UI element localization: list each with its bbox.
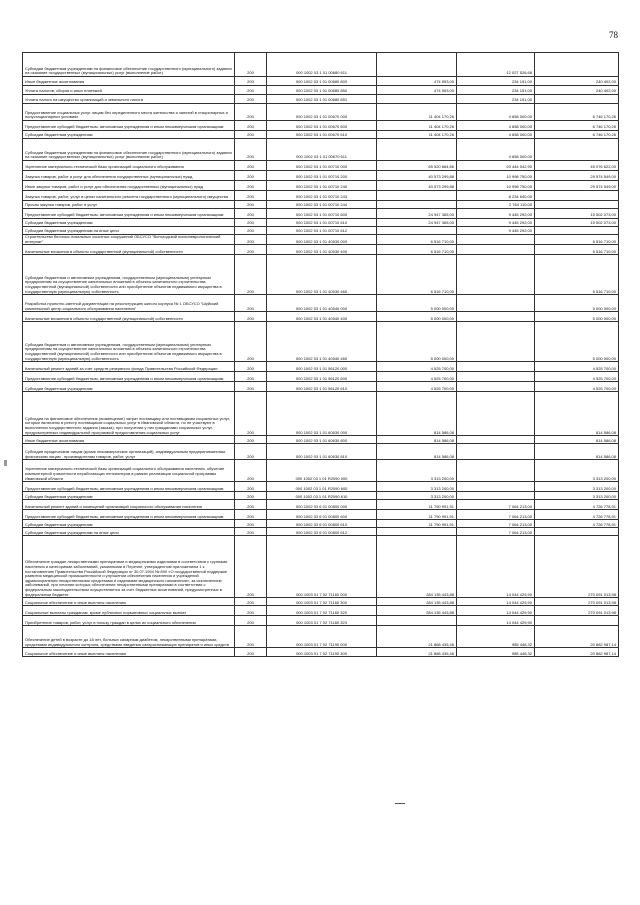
cell-d xyxy=(535,191,619,201)
table-row xyxy=(23,121,619,131)
cell-k: 000 1002 03 1 01 00680 611 xyxy=(267,53,377,77)
cell-a xyxy=(377,139,457,161)
cell-b xyxy=(457,444,535,460)
cell-k: 000 1002 03 1 01 00710 000 xyxy=(267,161,377,171)
cell-a xyxy=(377,53,457,77)
cell-c: 200 xyxy=(235,528,267,536)
cell-k: 000 1002 03 1 01 00680 850 xyxy=(267,86,377,95)
cell-d: 6 516 710,00 xyxy=(535,235,619,245)
cell-n: Социальное обеспечение и иные выплаты населению xyxy=(23,648,235,657)
cell-a xyxy=(377,227,457,235)
cell-n: Социальное обеспечение и иные выплаты населению xyxy=(23,598,235,606)
cell-b: 2 764 110,00 xyxy=(457,201,535,209)
table-row xyxy=(23,500,619,510)
table-row xyxy=(23,139,619,161)
cell-c: 200 xyxy=(235,161,267,171)
cell-c: 200 xyxy=(235,382,267,392)
cell-c: 200 xyxy=(235,104,267,121)
cell-b: 4 658 000,00 xyxy=(457,131,535,139)
cell-k: 000 1002 03 1 01 00670 000 xyxy=(267,104,377,121)
table-row xyxy=(23,392,619,436)
table-row xyxy=(23,598,619,606)
cell-c: 200 xyxy=(235,77,267,86)
cell-d: 20 882 987,14 xyxy=(535,648,619,657)
cell-a: 284 135 443,88 xyxy=(377,598,457,606)
cell-a: 11 790 991,91 xyxy=(377,510,457,520)
table-row xyxy=(23,255,619,295)
cell-c: 200 xyxy=(235,295,267,312)
cell-b: 4 658 000,00 xyxy=(457,104,535,121)
cell-c: 200 xyxy=(235,536,267,598)
cell-k: 000 1002 03 1 01 00680 851 xyxy=(267,95,377,104)
table-row xyxy=(23,219,619,227)
cell-k: 000 1002 03 1 01 00680 800 xyxy=(267,77,377,86)
cell-k: 000 1002 03 6 01 00800 612 xyxy=(267,528,377,536)
cell-k: 000 1002 03 1 01 00670 610 xyxy=(267,131,377,139)
cell-d: 6 746 170,26 xyxy=(535,121,619,131)
cell-n: Предоставление субсидий бюджетным, автономным учреждениям и иным некоммерческим организациям xyxy=(23,510,235,520)
cell-n: Укрепление материально-технической базы организаций социального обслуживания населения, обучение компьютерной грамотности неработающих пенсионеров в рамках реализации социальной программы Ивановской области xyxy=(23,460,235,482)
cell-n: Субсидии на финансовое обеспечение (возмещение) затрат поставщику или поставщикам социальных услуг, которые включены в реестр поставщиков социальных услуг в Ивановской области, но не участвуют в выполнении государственного задания (заказа), при получении у них гражданами социальных услуг, предусмотренных индивидуальной программой предоставления социальных услуг xyxy=(23,392,235,436)
cell-d: 6 516 710,00 xyxy=(535,255,619,295)
table-row xyxy=(23,482,619,492)
cell-d: 6 516 710,00 xyxy=(535,245,619,255)
cell-c: 200 xyxy=(235,606,267,616)
table-row xyxy=(23,161,619,171)
cell-d: 29 574 549,00 xyxy=(535,171,619,181)
cell-d: 814 586,08 xyxy=(535,392,619,436)
cell-d: 270 091 013,98 xyxy=(535,606,619,616)
cell-n: Субсидии бюджетным учреждениям на иные цели xyxy=(23,528,235,536)
table-row xyxy=(23,209,619,219)
cell-n: Субсидии бюджетным учреждениям xyxy=(23,219,235,227)
cell-a: 6 516 710,00 xyxy=(377,245,457,255)
cell-k: 000 1002 03 6 01 00800 600 xyxy=(267,510,377,520)
cell-k: 000 1002 03 1 01 60630 000 xyxy=(267,392,377,436)
cell-a: 3 313 200,00 xyxy=(377,492,457,500)
cell-d: 270 091 013,98 xyxy=(535,598,619,606)
cell-a: 5 000 000,00 xyxy=(377,322,457,362)
cell-c: 200 xyxy=(235,95,267,104)
cell-c: 200 xyxy=(235,444,267,460)
table-row xyxy=(23,436,619,444)
cell-c: 200 xyxy=(235,492,267,500)
cell-c: 200 xyxy=(235,436,267,444)
table-row xyxy=(23,510,619,520)
table-row xyxy=(23,53,619,77)
cell-n: Иные закупки товаров, работ и услуг для обеспечения государственных (муниципальных) нужд xyxy=(23,181,235,191)
cell-c: 200 xyxy=(235,500,267,510)
cell-k: 000 1002 03 1 01 R2090 000 xyxy=(267,460,377,482)
cell-k: 000 1002 03 1 01 40540 400 xyxy=(267,312,377,322)
cell-a: 4 525 700,00 xyxy=(377,382,457,392)
table-row xyxy=(23,131,619,139)
cell-n: Предоставление субсидий бюджетным, автономным учреждениям и иным некоммерческим организациям xyxy=(23,121,235,131)
cell-c: 200 xyxy=(235,245,267,255)
cell-d: 240 402,00 xyxy=(535,77,619,86)
cell-k: 000 1002 03 1 01 00710 610 xyxy=(267,219,377,227)
table-row xyxy=(23,606,619,616)
cell-d xyxy=(535,95,619,104)
cell-b: 4 658 000,00 xyxy=(457,139,535,161)
cell-n: Субсидии бюджетным учреждениям на иные цели xyxy=(23,227,235,235)
cell-n: Субсидии бюджетным учреждениям на финансовое обеспечение государственного (муниципального) задания на оказание государственных (муниципальных) услуг (выполнение работ) xyxy=(23,139,235,161)
table-row xyxy=(23,227,619,235)
cell-k: 000 1002 03 1 01 56120 600 xyxy=(267,372,377,382)
table-row xyxy=(23,181,619,191)
table-row xyxy=(23,322,619,362)
cell-a: 5 000 000,00 xyxy=(377,312,457,322)
cell-n: Уплата налогов, сборов и иных платежей xyxy=(23,86,235,95)
table-row xyxy=(23,460,619,482)
cell-n: Субсидии бюджетным и автономным учреждениям, государственным (муниципальным) унитарным предприятиям на осуществление капитальных вложений в объекты капитального строительства государственной (муниципальной) собственности или приобретение объектов недвижимого имущества в государственную (муниципальную) собственность xyxy=(23,322,235,362)
cell-n: Разработка проектно-сметной документации на реконструкцию жилого корпуса № 1 ОБСУСО "Шуйский комплексный центр социального обслуживания населения" xyxy=(23,295,235,312)
cell-a: 284 135 443,88 xyxy=(377,536,457,598)
cell-a: 24 947 365,00 xyxy=(377,209,457,219)
cell-a: 21 868 435,46 xyxy=(377,648,457,657)
cell-c: 200 xyxy=(235,171,267,181)
cell-n: Капитальные вложения в объекты государственной (муниципальной) собственности xyxy=(23,245,235,255)
cell-b: 234 151,00 xyxy=(457,95,535,104)
cell-d: 240 402,00 xyxy=(535,86,619,95)
table-row xyxy=(23,295,619,312)
cell-d: 5 000 000,00 xyxy=(535,312,619,322)
cell-d: 4 525 700,00 xyxy=(535,382,619,392)
cell-b xyxy=(457,245,535,255)
cell-k: 000 1003 01 7 02 71160 320 xyxy=(267,606,377,616)
table-row xyxy=(23,201,619,209)
cell-d xyxy=(535,201,619,209)
budget-table xyxy=(22,52,619,657)
cell-a: 4 525 700,00 xyxy=(377,362,457,372)
cell-b: 8 234 640,00 xyxy=(457,191,535,201)
cell-k: 000 1002 03 1 01 40540 460 xyxy=(267,322,377,362)
cell-b: 985 448,32 xyxy=(457,626,535,648)
cell-b: 9 445 292,00 xyxy=(457,227,535,235)
cell-n: Приобретение товаров, работ, услуг в пользу граждан в целях их социального обеспечения xyxy=(23,616,235,626)
cell-n: Субсидии бюджетным и автономным учреждениям, государственным (муниципальным) унитарным предприятиям на осуществление капитальных вложений в объекты капитального строительства государственной (муниципальной) собственности или приобретение объектов недвижимого имущества в государственную (муниципальную) собственность xyxy=(23,255,235,295)
cell-b xyxy=(457,372,535,382)
cell-c: 200 xyxy=(235,139,267,161)
cell-b: 234 151,00 xyxy=(457,86,535,95)
cell-d: 45 076 622,00 xyxy=(535,161,619,171)
table-row xyxy=(23,312,619,322)
cell-k: 000 1002 03 1 01 R2090 610 xyxy=(267,492,377,500)
cell-k: 000 1002 03 1 01 40530 400 xyxy=(267,245,377,255)
cell-c: 200 xyxy=(235,209,267,219)
cell-a: 40 573 299,88 xyxy=(377,181,457,191)
cell-d: 20 882 987,14 xyxy=(535,626,619,648)
cell-a xyxy=(377,616,457,626)
page-number: 78 xyxy=(609,30,618,40)
cell-k: 000 1002 03 1 01 R2090 600 xyxy=(267,482,377,492)
cell-b xyxy=(457,322,535,362)
cell-d: 4 525 700,00 xyxy=(535,362,619,372)
cell-n: Субсидии бюджетным учреждениям xyxy=(23,492,235,500)
cell-k: 000 1002 03 1 01 56120 610 xyxy=(267,382,377,392)
cell-a: 4 525 700,00 xyxy=(377,372,457,382)
cell-n: Капитальный ремонт зданий за счет средств резервного фонда Правительства Российской Федерации xyxy=(23,362,235,372)
cell-k: 000 1002 03 1 01 00710 243 xyxy=(267,191,377,201)
cell-k: 000 1003 01 7 02 71160 300 xyxy=(267,598,377,606)
cell-d: 15 502 073,00 xyxy=(535,219,619,227)
cell-b xyxy=(457,392,535,436)
cell-d: 4 726 778,91 xyxy=(535,520,619,528)
cell-n: Предоставление субсидий бюджетным, автономным учреждениям и иным некоммерческим организациям xyxy=(23,209,235,219)
cell-n: Субсидии бюджетным учреждениям xyxy=(23,131,235,139)
cell-k: 000 1002 03 1 01 00710 200 xyxy=(267,171,377,181)
cell-b xyxy=(457,482,535,492)
table-row xyxy=(23,191,619,201)
cell-n: Закупка товаров, работ, услуг в целях капитального ремонта государственного (муниципального) имущества xyxy=(23,191,235,201)
cell-k: 000 1002 03 1 01 00710 600 xyxy=(267,209,377,219)
cell-c: 200 xyxy=(235,626,267,648)
cell-c: 200 xyxy=(235,372,267,382)
cell-a xyxy=(377,528,457,536)
cell-a: 11 404 170,26 xyxy=(377,104,457,121)
cell-c: 200 xyxy=(235,181,267,191)
cell-k: 000 1003 01 7 02 71160 000 xyxy=(267,536,377,598)
cell-n: Строительство блочных локальных очистных сооружений ОБСУСО "Вологодский психоневрологический интернат" xyxy=(23,235,235,245)
cell-k: 000 1002 03 1 01 40540 000 xyxy=(267,295,377,312)
cell-c: 200 xyxy=(235,121,267,131)
cell-n: Предоставление социальных услуг лицам без определенного места жительства и занятий в стационарных и полустационарных условиях xyxy=(23,104,235,121)
scan-edge-mark xyxy=(4,460,7,466)
cell-c: 200 xyxy=(235,191,267,201)
table-row xyxy=(23,86,619,95)
cell-k: 000 1002 03 1 01 60630 800 xyxy=(267,436,377,444)
cell-k: 000 1002 03 1 01 40530 000 xyxy=(267,235,377,245)
cell-d: 6 746 170,26 xyxy=(535,104,619,121)
cell-b: 7 064 213,00 xyxy=(457,520,535,528)
cell-b: 985 448,32 xyxy=(457,648,535,657)
table-row xyxy=(23,492,619,500)
cell-a: 3 313 200,00 xyxy=(377,460,457,482)
cell-a: 814 586,08 xyxy=(377,444,457,460)
cell-c: 200 xyxy=(235,312,267,322)
cell-d: 29 574 549,00 xyxy=(535,181,619,191)
cell-n: Субсидии бюджетным учреждениям xyxy=(23,520,235,528)
cell-c: 200 xyxy=(235,53,267,77)
cell-d xyxy=(535,528,619,536)
cell-b: 9 445 292,00 xyxy=(457,219,535,227)
cell-c: 200 xyxy=(235,616,267,626)
cell-k: 000 1002 03 1 01 00710 240 xyxy=(267,181,377,191)
cell-d: 3 313 200,00 xyxy=(535,482,619,492)
cell-k: 000 1003 01 7 02 71190 300 xyxy=(267,648,377,657)
cell-b: 14 044 429,90 xyxy=(457,616,535,626)
cell-d: 814 586,08 xyxy=(535,444,619,460)
cell-c: 200 xyxy=(235,520,267,528)
cell-b: 14 044 429,90 xyxy=(457,598,535,606)
cell-b xyxy=(457,460,535,482)
cell-a: 3 313 200,00 xyxy=(377,482,457,492)
cell-b xyxy=(457,235,535,245)
cell-c: 200 xyxy=(235,219,267,227)
table-row xyxy=(23,520,619,528)
cell-n: Капитальные вложения в объекты государственной (муниципальной) собственности xyxy=(23,312,235,322)
cell-a: 24 947 365,00 xyxy=(377,219,457,227)
cell-k: 000 1003 01 7 02 71190 000 xyxy=(267,626,377,648)
cell-b: 14 044 429,90 xyxy=(457,606,535,616)
cell-b xyxy=(457,295,535,312)
cell-b xyxy=(457,492,535,500)
cell-b xyxy=(457,312,535,322)
table-row xyxy=(23,77,619,86)
cell-a: 11 790 991,91 xyxy=(377,500,457,510)
table-row xyxy=(23,382,619,392)
cell-c: 200 xyxy=(235,362,267,372)
cell-c: 200 xyxy=(235,648,267,657)
cell-c: 200 xyxy=(235,86,267,95)
cell-a xyxy=(377,201,457,209)
cell-a: 65 520 664,66 xyxy=(377,161,457,171)
cell-k: 000 1002 03 1 01 60630 810 xyxy=(267,444,377,460)
cell-k: 000 1002 03 1 01 00670 600 xyxy=(267,121,377,131)
cell-n: Предоставление субсидий бюджетным, автономным учреждениям и иным некоммерческим организациям xyxy=(23,482,235,492)
cell-c: 200 xyxy=(235,255,267,295)
table-row xyxy=(23,372,619,382)
cell-n: Предоставление субсидий бюджетным, автономным учреждениям и иным некоммерческим организациям xyxy=(23,372,235,382)
cell-a: 474 553,00 xyxy=(377,77,457,86)
cell-k: 000 1002 03 1 01 40530 460 xyxy=(267,255,377,295)
cell-n: Уплата налога на имущество организаций и земельного налога xyxy=(23,95,235,104)
cell-b: 12 027 526,68 xyxy=(457,53,535,77)
scan-mark xyxy=(395,803,405,804)
cell-b: 14 044 429,90 xyxy=(457,536,535,598)
cell-c: 200 xyxy=(235,227,267,235)
cell-n: Обеспечение детей в возрасте до 18 лет, больных сахарным диабетом, лекарственными препаратами, средствами индивидуального контроля, средствами введения сахароснижающих препаратов и иных средств xyxy=(23,626,235,648)
cell-d xyxy=(535,616,619,626)
cell-k: 000 1002 03 6 01 00800 000 xyxy=(267,500,377,510)
cell-b: 4 658 000,00 xyxy=(457,121,535,131)
table-row xyxy=(23,616,619,626)
cell-b: 20 444 042,90 xyxy=(457,161,535,171)
cell-b: 9 445 292,00 xyxy=(457,209,535,219)
cell-a xyxy=(377,191,457,201)
cell-b: 10 998 750,00 xyxy=(457,171,535,181)
cell-n: Субсидии бюджетным учреждениям xyxy=(23,382,235,392)
cell-b: 7 064 213,00 xyxy=(457,528,535,536)
cell-d: 15 502 073,00 xyxy=(535,209,619,219)
cell-c: 200 xyxy=(235,598,267,606)
cell-d: 5 000 000,00 xyxy=(535,295,619,312)
cell-n: Иные бюджетные ассигнования xyxy=(23,77,235,86)
cell-c: 200 xyxy=(235,235,267,245)
cell-d xyxy=(535,53,619,77)
table-row xyxy=(23,626,619,648)
cell-a: 11 790 991,91 xyxy=(377,520,457,528)
cell-b: 7 064 213,00 xyxy=(457,500,535,510)
cell-c: 200 xyxy=(235,460,267,482)
cell-n: Закупка товаров, работ и услуг для обеспечения государственных (муниципальных) нужд xyxy=(23,171,235,181)
table-row xyxy=(23,528,619,536)
cell-k: 000 1002 03 6 01 00800 610 xyxy=(267,520,377,528)
cell-a: 284 135 443,88 xyxy=(377,606,457,616)
cell-n: Социальные выплаты гражданам, кроме публичных нормативных социальных выплат xyxy=(23,606,235,616)
table-row xyxy=(23,362,619,372)
cell-k: 000 1002 03 1 01 56120 000 xyxy=(267,362,377,372)
cell-a: 474 553,00 xyxy=(377,86,457,95)
cell-b xyxy=(457,382,535,392)
cell-k: 000 1003 01 7 02 71160 323 xyxy=(267,616,377,626)
cell-a: 6 516 710,00 xyxy=(377,255,457,295)
cell-d: 4 726 778,91 xyxy=(535,500,619,510)
cell-n: Капитальный ремонт зданий и помещений организаций социального обслуживания населения xyxy=(23,500,235,510)
table-row xyxy=(23,648,619,657)
table-row xyxy=(23,536,619,598)
cell-a: 6 516 710,00 xyxy=(377,235,457,245)
cell-d: 3 313 200,00 xyxy=(535,460,619,482)
cell-c: 200 xyxy=(235,201,267,209)
cell-c: 200 xyxy=(235,131,267,139)
cell-n: Субсидии бюджетным учреждениям на финансовое обеспечение государственного (муниципального) задания на оказание государственных (муниципальных) услуг (выполнение работ) xyxy=(23,53,235,77)
table-row xyxy=(23,245,619,255)
cell-k: 000 1002 03 1 01 00710 244 xyxy=(267,201,377,209)
cell-c: 200 xyxy=(235,510,267,520)
cell-n: Обеспечение граждан лекарственными препаратами и медицинскими изделиями в соответствии с группами населения и категориями заболеваний, указанными в Перечне, утвержденном приложением 1 к постановлению Правительства Российской Федерации от 30.07.1994 № 890 «О государственной поддержке развития медицинской промышленности и улучшении обеспечения населения и учреждений здравоохранения лекарственными средствами и изделиями медицинского назначения», за исключением заболеваний, при лечении которых обеспечение лекарственными препаратами в соответствии с федеральным законодательством осуществляется за счет бюджетных ассигнований, предусмотренных в федеральном бюджете xyxy=(23,536,235,598)
cell-n: Прочая закупка товаров, работ и услуг xyxy=(23,201,235,209)
cell-b xyxy=(457,255,535,295)
cell-d: 4 525 700,00 xyxy=(535,372,619,382)
cell-a: 814 586,08 xyxy=(377,436,457,444)
cell-n: Иные бюджетные ассигнования xyxy=(23,436,235,444)
cell-k: 000 1002 03 1 01 00710 612 xyxy=(267,227,377,235)
cell-c: 200 xyxy=(235,392,267,436)
table-row xyxy=(23,171,619,181)
cell-a: 814 586,08 xyxy=(377,392,457,436)
table-row xyxy=(23,235,619,245)
table-row xyxy=(23,104,619,121)
cell-a: 21 868 435,46 xyxy=(377,626,457,648)
cell-a: 5 000 000,00 xyxy=(377,295,457,312)
cell-c: 200 xyxy=(235,482,267,492)
cell-b: 234 151,00 xyxy=(457,77,535,86)
cell-b xyxy=(457,436,535,444)
cell-d: 814 586,08 xyxy=(535,436,619,444)
cell-k: 000 1002 03 1 01 00670 611 xyxy=(267,139,377,161)
cell-d: 5 000 000,00 xyxy=(535,322,619,362)
table-row xyxy=(23,95,619,104)
cell-b: 7 064 213,00 xyxy=(457,510,535,520)
cell-a: 40 573 299,88 xyxy=(377,171,457,181)
cell-d xyxy=(535,227,619,235)
cell-d: 3 313 200,00 xyxy=(535,492,619,500)
cell-b xyxy=(457,362,535,372)
cell-b: 10 998 750,00 xyxy=(457,181,535,191)
cell-d: 6 746 170,26 xyxy=(535,131,619,139)
table-row xyxy=(23,444,619,460)
cell-n: Укрепление материально-технической базы организаций социального обслуживания xyxy=(23,161,235,171)
cell-d xyxy=(535,139,619,161)
cell-d: 4 726 778,91 xyxy=(535,510,619,520)
cell-a xyxy=(377,95,457,104)
cell-c: 200 xyxy=(235,322,267,362)
cell-d: 270 091 013,98 xyxy=(535,536,619,598)
cell-a: 11 404 170,26 xyxy=(377,131,457,139)
cell-a: 11 404 170,26 xyxy=(377,121,457,131)
cell-n: Субсидии юридическим лицам (кроме некоммерческих организаций), индивидуальным предпринимателям, физическим лицам - производителям товаров, работ, услуг xyxy=(23,444,235,460)
